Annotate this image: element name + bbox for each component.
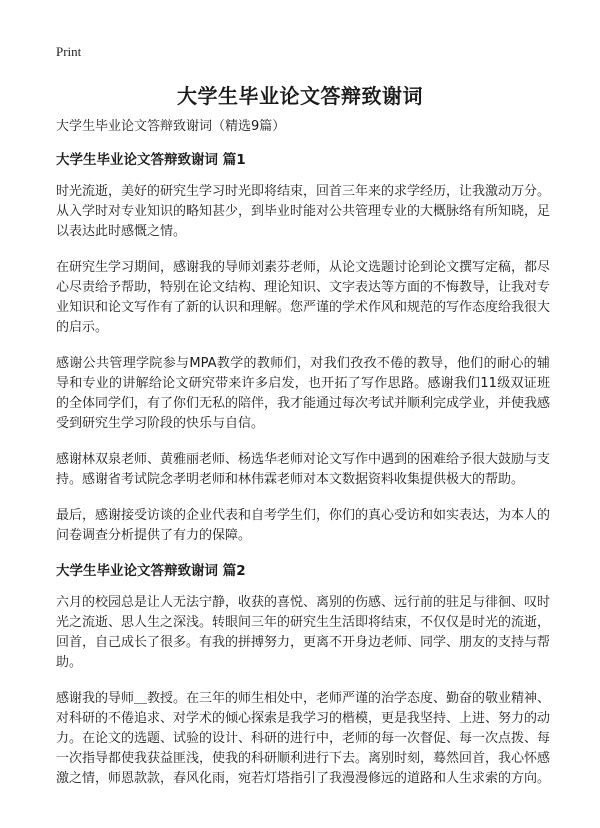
article-body	[56, 118, 550, 805]
article-subtitle: 大学生毕业论文答辩致谢词（精选9篇）	[56, 119, 286, 134]
section-heading: 大学生毕业论文答辩致谢词 篇1	[56, 152, 246, 168]
article-section-2	[56, 562, 550, 789]
paragraph: 感谢林双泉老师、黄雅丽老师、杨选华老师对论文写作中遇到的困难给予很大鼓励与支持。感谢省考试院念孝明老师和林伟霖老师对本文数据资料收集提供极大的帮助。	[56, 452, 551, 487]
paragraph: 感谢我的导师＿教授。在三年的师生相处中，老师严谨的治学态度、勤奋的敬业精神、对科研的不倦追求、对学术的倾心探索是我学习的楷模，更是我坚持、上进、努力的动力。在论文的选题、试验的设计、科研的进行中，老师的每一次督促、每一次点拨、每一次指导都使我获益匪浅，使我的科研顺利进行下去。离别时刻，蓦然回首，我心怀感激之情，师恩款款，春风化雨，宛若灯塔指引了我漫漫修远的道路和人生求索的方向。	[56, 691, 551, 786]
paragraph: 时光流逝，美好的研究生学习时光即将结束，回首三年来的求学经历，让我激动万分。从入学时对专业知识的略知甚少，到毕业时能对公共管理专业的大概脉络有所知晓，足以表达此时感慨之情。	[56, 184, 551, 239]
section-heading: 大学生毕业论文答辩致谢词 篇2	[56, 563, 246, 579]
article-section-1	[56, 151, 550, 546]
paragraph: 六月的校园总是让人无法宁静，收获的喜悦、离别的伤感、远行前的驻足与徘徊、叹时光之流逝、思人生之深浅。转眼间三年的研究生生活即将结束，不仅仅是时光的流逝，回首，自己成长了很多。有我的拼搏努力，更离不开身边老师、同学、朋友的支持与帮助。	[56, 595, 551, 670]
paragraph: 最后，感谢接受访谈的企业代表和自考学生们，你们的真心受访和如实表达，为本人的问卷调查分析提供了有力的保障。	[56, 508, 551, 543]
paragraph: 在研究生学习期间，感谢我的导师刘素芬老师，从论文选题讨论到论文撰写定稿，都尽心尽责给予帮助，特别在论文结构、理论知识、文字表达等方面的不悔教导，让我对专业知识和论文写作有了新的认识和理解。您严谨的学术作风和规范的写作态度给我很大的启示。	[56, 260, 551, 335]
page-title: 大学生毕业论文答辩致谢词	[177, 84, 423, 108]
print-link[interactable]: Print	[56, 44, 82, 59]
paragraph: 感谢公共管理学院参与MPA教学的教师们，对我们孜孜不倦的教导，他们的耐心的辅导和专业的讲解给论文研究带来许多启发，也开拓了写作思路。感谢我们11级双证班的全体同学们，有了你们无私的陪伴，我才能通过每次考试并顺利完成学业，并使我感受到研究生学习阶段的快乐与自信。	[56, 356, 551, 431]
